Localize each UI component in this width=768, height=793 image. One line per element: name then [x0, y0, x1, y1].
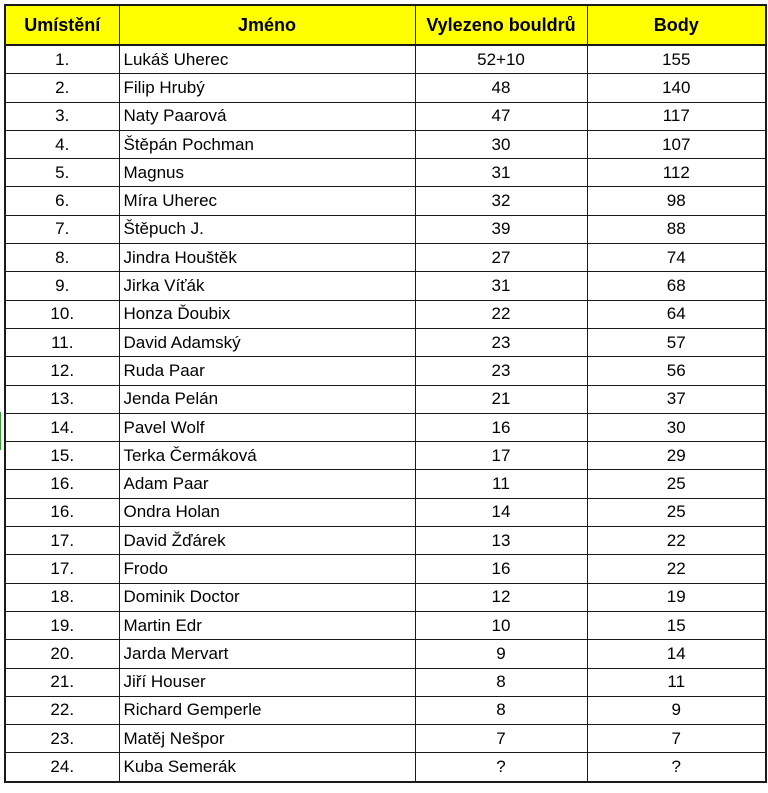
cell-climbed[interactable]: 11: [415, 470, 587, 498]
cell-points[interactable]: 19: [587, 583, 766, 611]
cell-climbed[interactable]: 9: [415, 640, 587, 668]
cell-rank[interactable]: 4.: [5, 130, 119, 158]
cell-rank[interactable]: 12.: [5, 357, 119, 385]
cell-climbed[interactable]: 16: [415, 413, 587, 441]
cell-climbed[interactable]: 30: [415, 130, 587, 158]
cell-points[interactable]: 98: [587, 187, 766, 215]
cell-points[interactable]: 25: [587, 470, 766, 498]
cell-climbed[interactable]: 31: [415, 159, 587, 187]
table-row: [5, 357, 766, 385]
cell-climbed[interactable]: 22: [415, 300, 587, 328]
table-row: [5, 130, 766, 158]
table-row: [5, 527, 766, 555]
cell-rank[interactable]: 9.: [5, 272, 119, 300]
cell-name[interactable]: Jiří Houser: [119, 668, 415, 696]
cell-climbed[interactable]: 13: [415, 527, 587, 555]
cell-climbed[interactable]: 7: [415, 725, 587, 753]
cell-points[interactable]: 57: [587, 328, 766, 356]
cell-name[interactable]: Terka Čermáková: [119, 442, 415, 470]
cell-name[interactable]: Filip Hrubý: [119, 74, 415, 102]
cell-climbed[interactable]: 14: [415, 498, 587, 526]
table-row: [5, 611, 766, 639]
cell-points[interactable]: 117: [587, 102, 766, 130]
cell-rank[interactable]: 16.: [5, 498, 119, 526]
cell-climbed[interactable]: 47: [415, 102, 587, 130]
cell-points[interactable]: 74: [587, 244, 766, 272]
cell-selection-edge: [0, 412, 1, 450]
table-header: [5, 5, 766, 45]
cell-rank[interactable]: 7.: [5, 215, 119, 243]
cell-points[interactable]: ?: [587, 753, 766, 782]
cell-rank[interactable]: 15.: [5, 442, 119, 470]
cell-points[interactable]: 7: [587, 725, 766, 753]
cell-climbed[interactable]: ?: [415, 753, 587, 782]
cell-name[interactable]: Štěpuch J.: [119, 215, 415, 243]
table-row: [5, 668, 766, 696]
cell-name[interactable]: Ruda Paar: [119, 357, 415, 385]
cell-name[interactable]: David Žďárek: [119, 527, 415, 555]
cell-rank[interactable]: 17.: [5, 527, 119, 555]
table-row: [5, 328, 766, 356]
header-name[interactable]: Jméno: [119, 5, 415, 45]
table-row: [5, 385, 766, 413]
cell-points[interactable]: 88: [587, 215, 766, 243]
cell-points[interactable]: 56: [587, 357, 766, 385]
cell-rank[interactable]: 1.: [5, 45, 119, 74]
table-row: [5, 640, 766, 668]
cell-name[interactable]: Jirka Víťák: [119, 272, 415, 300]
cell-climbed[interactable]: 23: [415, 357, 587, 385]
cell-rank[interactable]: 24.: [5, 753, 119, 782]
cell-name[interactable]: Ondra Holan: [119, 498, 415, 526]
table-row: [5, 442, 766, 470]
header-points[interactable]: Body: [587, 5, 766, 45]
cell-points[interactable]: 22: [587, 555, 766, 583]
cell-name[interactable]: David Adamský: [119, 328, 415, 356]
cell-rank[interactable]: 18.: [5, 583, 119, 611]
header-climbed[interactable]: Vylezeno bouldrů: [415, 5, 587, 45]
table-row: [5, 470, 766, 498]
cell-climbed[interactable]: 39: [415, 215, 587, 243]
table-row: [5, 187, 766, 215]
cell-points[interactable]: 155: [587, 45, 766, 74]
cell-points[interactable]: 64: [587, 300, 766, 328]
cell-points[interactable]: 15: [587, 611, 766, 639]
cell-name[interactable]: Jindra Houštěk: [119, 244, 415, 272]
cell-rank[interactable]: 10.: [5, 300, 119, 328]
cell-rank[interactable]: 5.: [5, 159, 119, 187]
cell-rank[interactable]: 14.: [5, 413, 119, 441]
cell-rank[interactable]: 3.: [5, 102, 119, 130]
cell-climbed[interactable]: 27: [415, 244, 587, 272]
cell-name[interactable]: Štěpán Pochman: [119, 130, 415, 158]
cell-points[interactable]: 14: [587, 640, 766, 668]
cell-climbed[interactable]: 12: [415, 583, 587, 611]
table-row: [5, 45, 766, 74]
cell-name[interactable]: Magnus: [119, 159, 415, 187]
cell-rank[interactable]: 6.: [5, 187, 119, 215]
cell-rank[interactable]: 22.: [5, 696, 119, 724]
header-row: [5, 5, 766, 45]
cell-name[interactable]: Matěj Nešpor: [119, 725, 415, 753]
cell-points[interactable]: 37: [587, 385, 766, 413]
cell-climbed[interactable]: 23: [415, 328, 587, 356]
cell-points[interactable]: 11: [587, 668, 766, 696]
cell-rank[interactable]: 2.: [5, 74, 119, 102]
table-body: [5, 45, 766, 782]
table-row: [5, 215, 766, 243]
cell-rank[interactable]: 11.: [5, 328, 119, 356]
cell-climbed[interactable]: 8: [415, 668, 587, 696]
table-row: [5, 583, 766, 611]
cell-points[interactable]: 25: [587, 498, 766, 526]
cell-rank[interactable]: 8.: [5, 244, 119, 272]
cell-name[interactable]: Adam Paar: [119, 470, 415, 498]
cell-points[interactable]: 107: [587, 130, 766, 158]
cell-climbed[interactable]: 31: [415, 272, 587, 300]
cell-name[interactable]: Naty Paarová: [119, 102, 415, 130]
cell-rank[interactable]: 23.: [5, 725, 119, 753]
cell-climbed[interactable]: 16: [415, 555, 587, 583]
cell-name[interactable]: Dominik Doctor: [119, 583, 415, 611]
cell-climbed[interactable]: 10: [415, 611, 587, 639]
cell-climbed[interactable]: 17: [415, 442, 587, 470]
table-row: [5, 102, 766, 130]
cell-points[interactable]: 9: [587, 696, 766, 724]
cell-name[interactable]: Míra Uherec: [119, 187, 415, 215]
table-row: [5, 272, 766, 300]
cell-rank[interactable]: 16.: [5, 470, 119, 498]
cell-points[interactable]: 112: [587, 159, 766, 187]
table-row: [5, 555, 766, 583]
cell-name[interactable]: Pavel Wolf: [119, 413, 415, 441]
cell-climbed[interactable]: 21: [415, 385, 587, 413]
cell-rank[interactable]: 21.: [5, 668, 119, 696]
cell-name[interactable]: Jenda Pelán: [119, 385, 415, 413]
table-row: [5, 696, 766, 724]
results-sheet: [4, 4, 765, 783]
cell-name[interactable]: Martin Edr: [119, 611, 415, 639]
table-row: [5, 498, 766, 526]
cell-climbed[interactable]: 52+10: [415, 45, 587, 74]
results-table: [4, 4, 767, 783]
cell-points[interactable]: 22: [587, 527, 766, 555]
cell-rank[interactable]: 17.: [5, 555, 119, 583]
cell-points[interactable]: 30: [587, 413, 766, 441]
cell-climbed[interactable]: 48: [415, 74, 587, 102]
cell-name[interactable]: Richard Gemperle: [119, 696, 415, 724]
table-row: [5, 753, 766, 782]
table-row: [5, 244, 766, 272]
header-rank[interactable]: Umístění: [5, 5, 119, 45]
cell-name[interactable]: Honza Ďoubix: [119, 300, 415, 328]
table-row: [5, 725, 766, 753]
cell-climbed[interactable]: 32: [415, 187, 587, 215]
cell-points[interactable]: 68: [587, 272, 766, 300]
cell-rank[interactable]: 20.: [5, 640, 119, 668]
cell-rank[interactable]: 13.: [5, 385, 119, 413]
table-row: [5, 159, 766, 187]
cell-points[interactable]: 29: [587, 442, 766, 470]
cell-name[interactable]: Kuba Semerák: [119, 753, 415, 782]
cell-name[interactable]: Jarda Mervart: [119, 640, 415, 668]
table-row: [5, 413, 766, 441]
cell-name[interactable]: Lukáš Uherec: [119, 45, 415, 74]
table-row: [5, 300, 766, 328]
cell-climbed[interactable]: 8: [415, 696, 587, 724]
cell-name[interactable]: Frodo: [119, 555, 415, 583]
cell-points[interactable]: 140: [587, 74, 766, 102]
table-row: [5, 74, 766, 102]
cell-rank[interactable]: 19.: [5, 611, 119, 639]
